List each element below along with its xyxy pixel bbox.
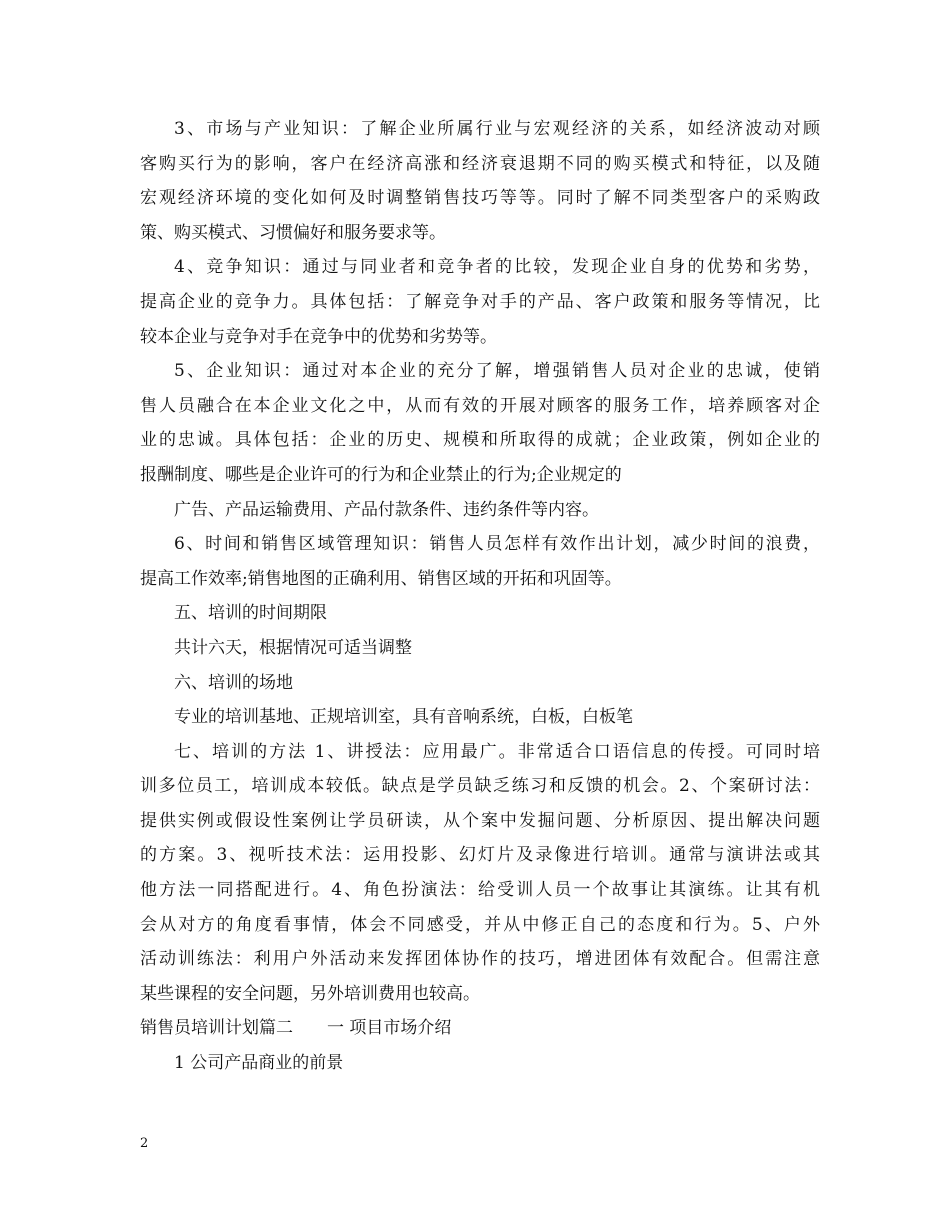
text-line: 客购买行为的影响，客户在经济高涨和经济衰退期不同的购买模式和特征，以及随 — [140, 153, 820, 174]
text-line: 销售员培训计划篇二 一 项目市场介绍 — [140, 1018, 452, 1039]
text-line: 策、购买模式、习惯偏好和服务要求等。 — [140, 222, 446, 243]
text-line: 报酬制度、哪些是企业许可的行为和企业禁止的行为;企业规定的 — [140, 464, 622, 485]
text-line: 广告、产品运输费用、产品付款条件、违约条件等内容。 — [174, 499, 599, 520]
text-line: 七、培训的方法 1、讲授法：应用最广。非常适合口语信息的传授。可同时培 — [174, 741, 820, 762]
document-body — [140, 112, 820, 1081]
text-line: 业的忠诚。具体包括：企业的历史、规模和所取得的成就；企业政策，例如企业的 — [140, 430, 820, 451]
text-line: 较本企业与竞争对手在竞争中的优势和劣势等。 — [140, 326, 497, 347]
text-line: 提高工作效率;销售地图的正确利用、销售区域的开拓和巩固等。 — [140, 568, 622, 589]
text-line: 6、时间和销售区域管理知识：销售人员怎样有效作出计划，减少时间的浪费， — [174, 534, 820, 555]
text-line: 1 公司产品商业的前景 — [174, 1053, 344, 1074]
text-line: 售人员融合在本企业文化之中，从而有效的开展对顾客的服务工作，培养顾客对企 — [140, 395, 820, 416]
text-line: 他方法一同搭配进行。4、角色扮演法：给受训人员一个故事让其演练。让其有机 — [140, 880, 820, 901]
text-line: 3、市场与产业知识：了解企业所属行业与宏观经济的关系，如经济波动对顾 — [174, 119, 820, 139]
text-line: 活动训练法：利用户外活动来发挥团体协作的技巧，增进团体有效配合。但需注意 — [140, 949, 820, 970]
text-line: 宏观经济环境的变化如何及时调整销售技巧等等。同时了解不同类型客户的采购政 — [140, 188, 820, 209]
text-line: 某些课程的安全问题，另外培训费用也较高。 — [140, 983, 480, 1004]
text-line: 训多位员工，培训成本较低。缺点是学员缺乏练习和反馈的机会。2、个案研讨法： — [140, 776, 820, 797]
text-line: 的方案。3、视听技术法：运用投影、幻灯片及录像进行培训。通常与演讲法或其 — [140, 845, 820, 866]
text-line: 专业的培训基地、正规培训室，具有音响系统，白板，白板笔 — [174, 707, 633, 728]
text-line: 提供实例或假设性案例让学员研读，从个案中发掘问题、分析原因、提出解决问题 — [140, 810, 820, 831]
text-line: 4、竞争知识：通过与同业者和竞争者的比较，发现企业自身的优势和劣势， — [174, 257, 820, 278]
text-line: 提高企业的竞争力。具体包括：了解竞争对手的产品、客户政策和服务等情况，比 — [140, 291, 820, 312]
page-number: 2 — [140, 1136, 149, 1151]
text-line: 会从对方的角度看事情，体会不同感受，并从中修正自己的态度和行为。5、户外 — [140, 914, 820, 935]
text-line: 共计六天，根据情况可适当调整 — [174, 637, 412, 658]
text-line: 五、培训的时间期限 — [174, 603, 327, 624]
text-line: 六、培训的场地 — [174, 672, 293, 693]
text-line: 5、企业知识：通过对本企业的充分了解，增强销售人员对企业的忠诚，使销 — [174, 361, 820, 382]
